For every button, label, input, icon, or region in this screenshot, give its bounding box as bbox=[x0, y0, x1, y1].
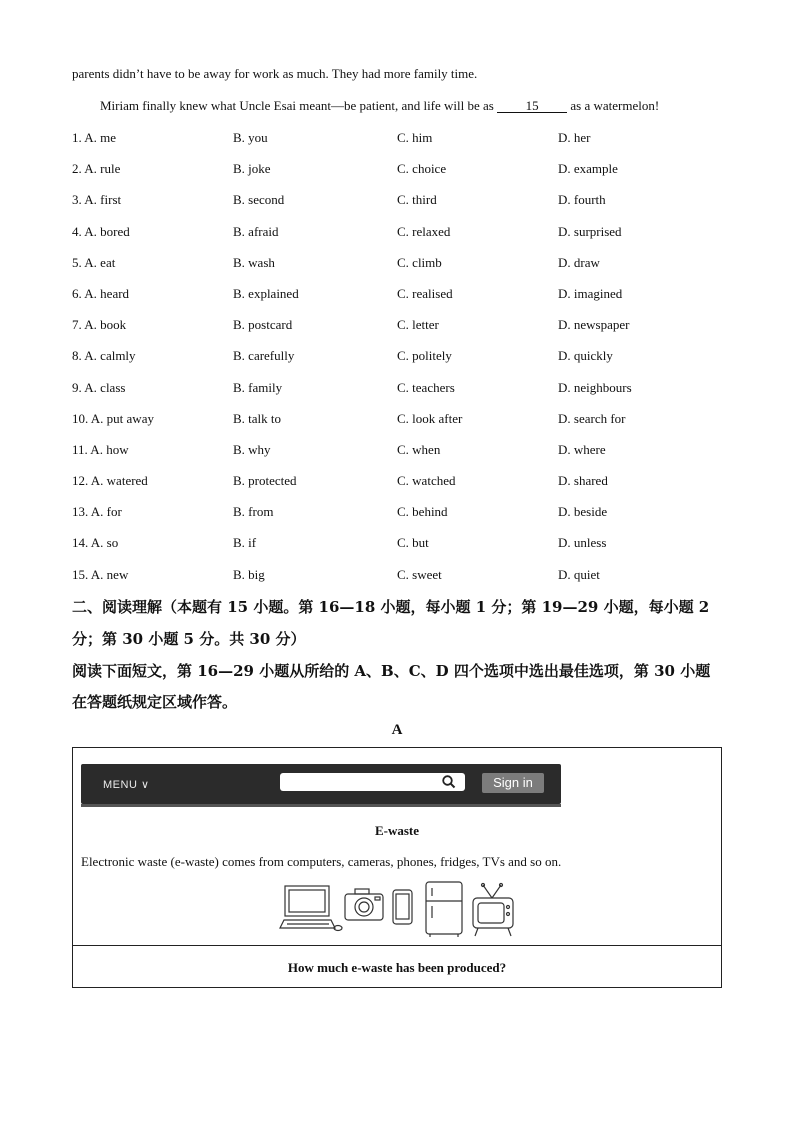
option-4-b: B. afraid bbox=[233, 223, 279, 239]
passage-line-2-start: Miriam finally knew what Uncle Esai meant—be patient, and life will be as bbox=[100, 98, 494, 113]
sign-in-button[interactable]: Sign in bbox=[482, 773, 544, 793]
question-8-options bbox=[72, 348, 732, 379]
webpage-toolbar bbox=[81, 764, 561, 804]
option-1-c: C. him bbox=[397, 130, 433, 145]
option-8-d: D. quickly bbox=[558, 348, 613, 364]
ewaste-webpage-box bbox=[72, 747, 722, 988]
question-13-options bbox=[72, 504, 732, 535]
option-6-a: 6. A. heard bbox=[72, 285, 130, 301]
option-8-c: C. politely bbox=[397, 348, 452, 364]
camera-icon bbox=[345, 889, 383, 920]
ewaste-question: How much e-waste has been produced? bbox=[287, 960, 507, 975]
option-1-b: B. you bbox=[233, 130, 268, 145]
option-7-a: 7. A. book bbox=[72, 317, 127, 333]
option-14-c: C. but bbox=[397, 535, 429, 551]
option-12-a: 12. A. watered bbox=[72, 473, 148, 489]
passage-line-1: parents didn’t have to be away for work as much. They had more family time. bbox=[72, 66, 478, 81]
option-13-c: C. behind bbox=[397, 504, 448, 520]
option-12-c: C. watched bbox=[397, 473, 456, 489]
option-6-c: C. realised bbox=[397, 285, 453, 301]
option-10-d: D. search for bbox=[558, 410, 626, 426]
search-icon[interactable] bbox=[441, 774, 457, 790]
cloze-options bbox=[72, 130, 732, 598]
option-5-d: D. draw bbox=[558, 254, 600, 270]
option-9-c: C. teachers bbox=[397, 379, 455, 395]
option-2-a: 2. A. rule bbox=[72, 161, 121, 177]
option-7-b: B. postcard bbox=[233, 317, 293, 333]
passage-line-2 bbox=[100, 98, 659, 114]
option-5-b: B. wash bbox=[233, 254, 275, 270]
question-12-options bbox=[72, 473, 732, 504]
option-13-d: D. beside bbox=[558, 504, 608, 520]
section-instruction-line-2: 在答题纸规定区域作答。 bbox=[72, 693, 238, 711]
fridge-icon bbox=[426, 882, 462, 937]
option-12-d: D. shared bbox=[558, 473, 608, 489]
option-6-b: B. explained bbox=[233, 285, 299, 301]
option-15-b: B. big bbox=[233, 566, 265, 582]
option-9-b: B. family bbox=[233, 379, 283, 395]
question-3-options bbox=[72, 192, 732, 223]
section-heading-line-1: 二、阅读理解（本题有 15 小题。第 16—18 小题，每小题 1 分；第 19—29 小题，每小题 2 bbox=[72, 598, 710, 616]
option-5-a: 5. A. eat bbox=[72, 254, 116, 270]
menu-button[interactable]: MENU ∨ bbox=[103, 779, 150, 791]
option-10-b: B. talk to bbox=[233, 410, 282, 426]
section-heading-line-2: 分；第 30 小题 5 分。共 30 分） bbox=[72, 630, 306, 648]
question-7-options bbox=[72, 317, 732, 348]
question-2-options bbox=[72, 161, 732, 192]
option-10-a: 10. A. put away bbox=[72, 410, 154, 426]
question-9-options bbox=[72, 380, 732, 411]
option-1-a: 1. A. me bbox=[72, 130, 117, 145]
option-8-b: B. carefully bbox=[233, 348, 295, 364]
question-5-options bbox=[72, 255, 732, 286]
computer-icon bbox=[280, 886, 342, 931]
option-12-b: B. protected bbox=[233, 473, 297, 489]
question-15-options bbox=[72, 567, 732, 598]
option-15-a: 15. A. new bbox=[72, 566, 129, 582]
question-6-options bbox=[72, 286, 732, 317]
option-7-d: D. newspaper bbox=[558, 317, 630, 333]
option-4-d: D. surprised bbox=[558, 223, 622, 239]
question-1-options bbox=[72, 130, 732, 161]
option-6-d: D. imagined bbox=[558, 285, 623, 301]
option-14-a: 14. A. so bbox=[72, 535, 119, 551]
passage-line-2-end: as a watermelon! bbox=[570, 98, 660, 113]
option-3-d: D. fourth bbox=[558, 192, 606, 208]
option-11-d: D. where bbox=[558, 441, 606, 457]
option-3-c: C. third bbox=[397, 192, 437, 208]
section-instruction-line-1: 阅读下面短文，第 16—29 小题从所给的 A、B、C、D 四个选项中选出最佳选项，第 30 小题 bbox=[72, 662, 711, 680]
option-13-b: B. from bbox=[233, 504, 274, 520]
option-4-c: C. relaxed bbox=[397, 223, 451, 239]
search-input[interactable] bbox=[280, 773, 465, 791]
option-11-a: 11. A. how bbox=[72, 441, 129, 457]
option-9-a: 9. A. class bbox=[72, 379, 126, 395]
option-4-a: 4. A. bored bbox=[72, 223, 130, 239]
device-icons bbox=[73, 880, 721, 940]
option-3-b: B. second bbox=[233, 192, 285, 208]
option-7-c: C. letter bbox=[397, 317, 439, 333]
option-15-d: D. quiet bbox=[558, 566, 600, 582]
phone-icon bbox=[393, 890, 412, 924]
ewaste-description: Electronic waste (e-waste) comes from computers, cameras, phones, fridges, TVs and so on. bbox=[81, 854, 562, 869]
question-14-options bbox=[72, 535, 732, 566]
option-14-d: D. unless bbox=[558, 535, 607, 551]
option-13-a: 13. A. for bbox=[72, 504, 122, 520]
option-1-d: D. her bbox=[558, 130, 591, 145]
answer-blank-15: 15 bbox=[497, 99, 567, 113]
option-2-b: B. joke bbox=[233, 161, 271, 177]
option-5-c: C. climb bbox=[397, 254, 442, 270]
tv-icon bbox=[473, 884, 513, 937]
ewaste-title: E-waste bbox=[374, 823, 420, 838]
option-2-d: D. example bbox=[558, 161, 618, 177]
option-9-d: D. neighbours bbox=[558, 379, 632, 395]
question-4-options bbox=[72, 224, 732, 255]
option-15-c: C. sweet bbox=[397, 566, 442, 582]
question-11-options bbox=[72, 442, 732, 473]
question-10-options bbox=[72, 411, 732, 442]
option-8-a: 8. A. calmly bbox=[72, 348, 136, 364]
box-divider bbox=[73, 945, 721, 946]
part-label: A bbox=[391, 722, 403, 738]
option-11-b: B. why bbox=[233, 441, 271, 457]
option-10-c: C. look after bbox=[397, 410, 463, 426]
option-11-c: C. when bbox=[397, 441, 441, 457]
option-14-b: B. if bbox=[233, 535, 257, 551]
option-2-c: C. choice bbox=[397, 161, 447, 177]
option-3-a: 3. A. first bbox=[72, 192, 122, 208]
